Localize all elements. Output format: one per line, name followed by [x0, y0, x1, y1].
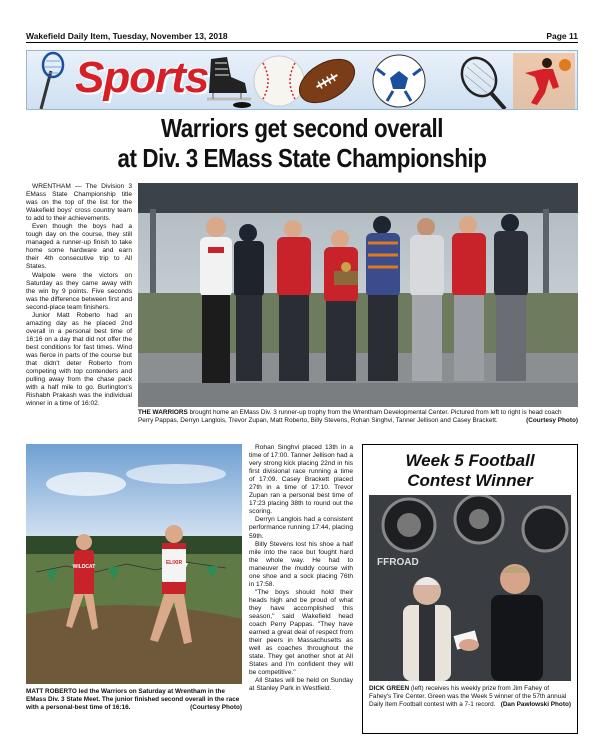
article-paragraph: Rohan Singhvi placed 13th in a time of 17:00. Tanner Jellison had a very strong kick placing 22nd in his first divisional race running a time of 17:09. Casey Brackett placed 27th in a time of 17:10. Trevor Zupan ran a personal best time of 17:23 placing 38th to round out the scoring.: [249, 444, 353, 516]
caption-text: brought home an EMass Div. 3 runner-up trophy from the Wrentham Developmental Center. Pictured from left to right is head coach Perry Pappas, Derryn Langlois, Trevor Zupan, Matt Roberto, Billy Stevens, Rohan Singhvi, Tanner Jellison and Casey Brackett.: [138, 409, 562, 424]
team-photo-caption: [138, 409, 578, 425]
sports-banner: [26, 50, 578, 110]
contest-winner-photo: [369, 495, 571, 681]
ice-skate-icon: [207, 57, 251, 99]
team-trophy-photo: [138, 183, 578, 407]
article-paragraph: All States will be held on Sunday at Stanley Park in Westfield.: [249, 677, 353, 693]
runner-figure-4: [366, 216, 400, 381]
race-photo-caption: [26, 688, 242, 712]
headline-line-1: Warriors get second overall: [160, 113, 444, 143]
contest-title-line-2: Contest Winner: [407, 471, 533, 490]
contest-title: [363, 451, 577, 491]
bib-elixir: ELIXIR: [165, 560, 183, 566]
contest-photo-art: [369, 495, 571, 681]
headline: [65, 113, 540, 173]
article-paragraph: Billy Stevens lost his shoe a half mile into the race but fought hard the whole way. He had to maneuver the muddy course with one shoe and a sock placing 76th in 17:58.: [249, 540, 353, 588]
hockey-puck-icon: [233, 102, 251, 108]
caption-lead: THE WARRIORS: [138, 409, 188, 416]
caption-text: MATT ROBERTO led the Warriors on Saturday at Wrentham in the EMass Div. 3 State Meet. The junior finished second overall in the race with a personal-best time of 16:16.: [26, 688, 240, 711]
contest-title-line-1: Week 5 Football: [405, 451, 535, 470]
team-photo-art: [138, 183, 578, 407]
page-header: [26, 31, 578, 43]
runner-figure-7: [494, 214, 528, 381]
article-column-2: [249, 444, 353, 693]
article-paragraph: "The boys should hold their heads high and be proud of what they have accomplished this season," said Wakefield head coach Perry Pappas. "They have earned a great deal of respect from their peers in Massachusetts as well as coaches throughout the state. They get another shot at All States and I'm confident they will be competitive.": [249, 588, 353, 677]
sports-section-title: Sports: [75, 53, 209, 102]
runner-figure-5: [410, 218, 444, 381]
photo-credit: (Dan Pawlowski Photo): [500, 701, 571, 708]
caption-lead: DICK GREEN: [369, 685, 410, 692]
page-number: Page 11: [546, 30, 578, 41]
bib-wildcat: WILDCAT: [72, 564, 96, 570]
article-column-1: [26, 183, 132, 408]
baseball-icon: [254, 56, 304, 106]
caption-text: (left) receives his weekly prize from Jim Fahey of Fahey's Tire Center. Green was the Week 5 winner of the 57th annual Daily Item Football contest with a 7-1 record.: [369, 685, 567, 708]
coach-figure: [200, 217, 232, 383]
race-photo-art: [26, 444, 242, 684]
article-paragraph: WRENTHAM — The Division 3 EMass State Championship title was on the top of the list for the Wakefield boys' cross country team to add to their achievements.: [26, 183, 132, 223]
runner-figure-1: [234, 224, 264, 381]
race-photo: [26, 444, 242, 684]
article-paragraph: Even though the boys had a tough day on the course, they still managed a runner-up finish to take home some hardware and earn their 4th consecutive trip to All States.: [26, 223, 132, 271]
publication-date: Wakefield Daily Item, Tuesday, November 13, 2018: [26, 30, 228, 41]
runner-figure-3-with-trophy: [324, 230, 358, 381]
wall-sign-text: FFROAD: [377, 557, 419, 568]
photo-credit: (Courtesy Photo): [526, 417, 578, 424]
photo-credit: (Courtesy Photo): [190, 704, 242, 711]
article-paragraph: Walpole were the victors on Saturday as they came away with the win by 9 points. Five seconds was the difference between first and second-place team finishers.: [26, 271, 132, 311]
contest-winner-box: [362, 444, 578, 734]
football-icon: [292, 51, 362, 110]
tennis-racket-icon: [455, 52, 505, 109]
article-paragraph: Junior Matt Roberto had an amazing day as he placed 2nd overall in a personal best time of 16:16 on a day that did not offer the best conditions for fast times. Wind was fierce in parts of the course but that didn't deter Roberto from competing with top contenders and pulling away from the chase pack with a half mile to go. Burlington's Rishabh Prakash was the individual winner in a time of 16:02.: [26, 311, 132, 408]
contest-photo-caption: [369, 685, 571, 709]
runner-figure-6: [452, 216, 486, 381]
article-paragraph: Derryn Langlois had a consistent performance running 17:44, placing 59th.: [249, 516, 353, 540]
headline-line-2: at Div. 3 EMass State Championship: [117, 143, 487, 173]
basketball-player-icon: [513, 53, 575, 109]
soccer-ball-icon: [373, 55, 425, 107]
runner-figure-2: [277, 220, 311, 381]
lacrosse-stick-icon: [41, 53, 63, 109]
